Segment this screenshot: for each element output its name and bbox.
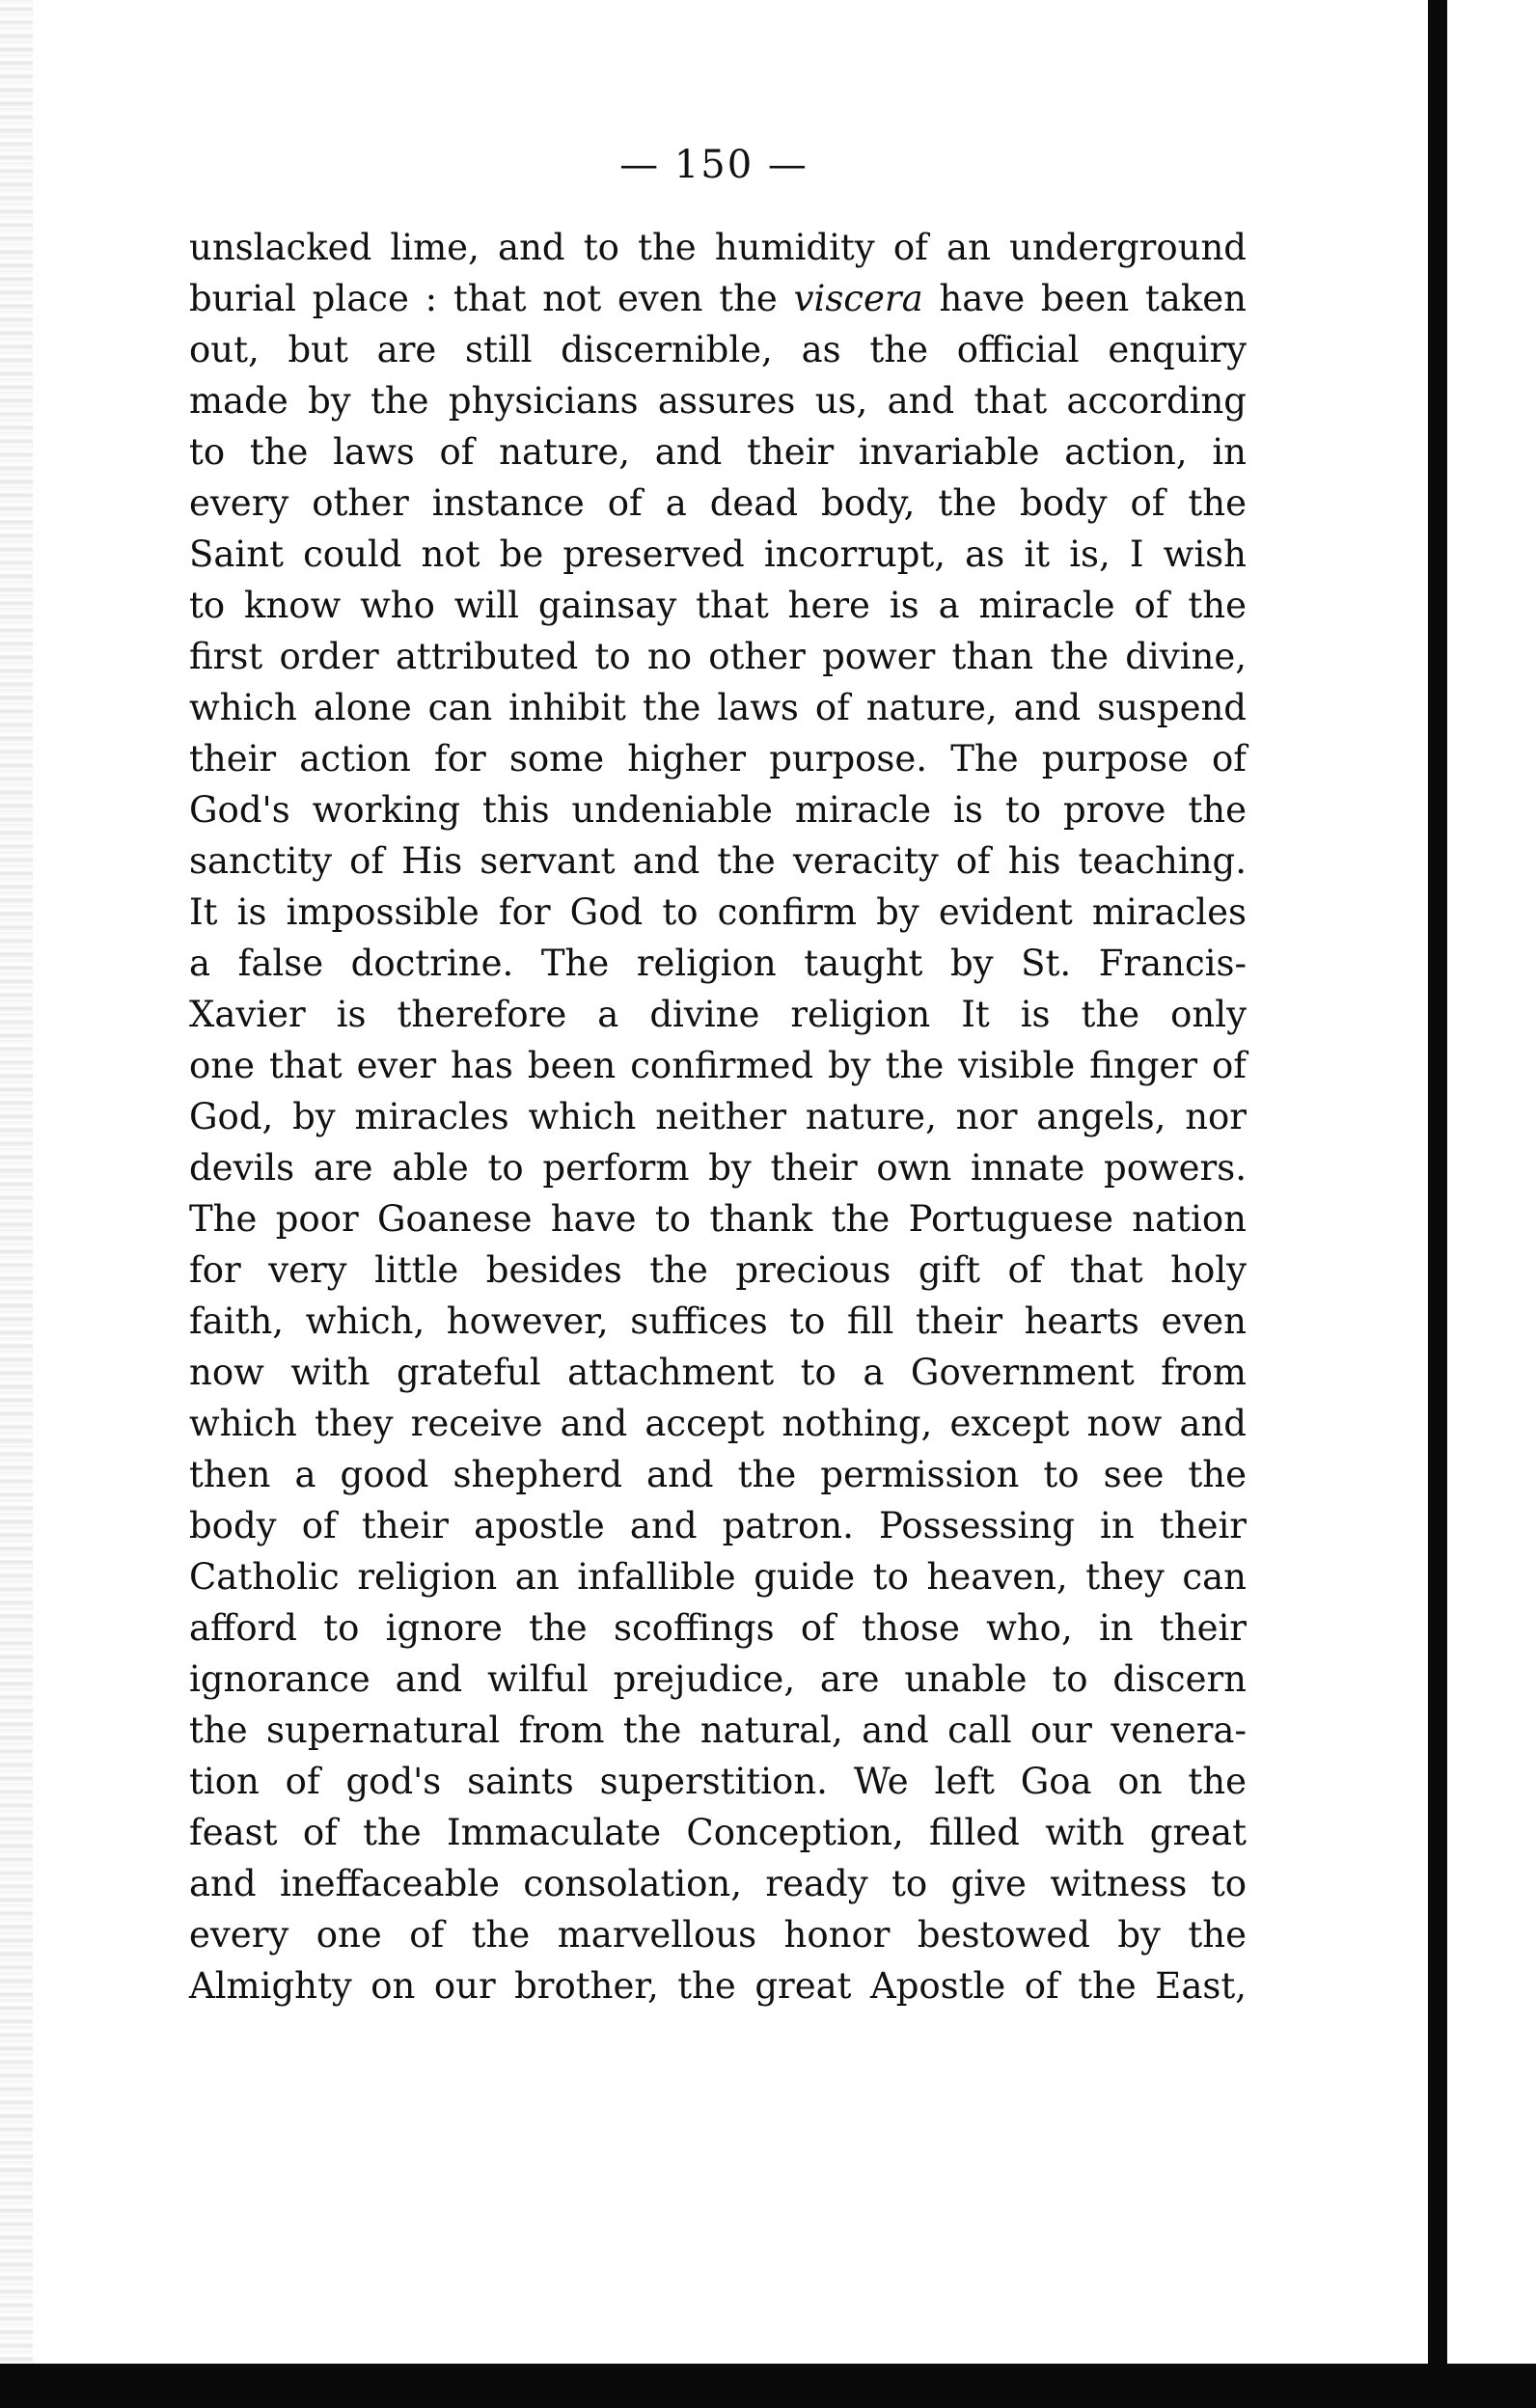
text-line-17: one that ever has been confirmed by the visible finger of — [189, 1045, 1247, 1086]
text-line-10: which alone can inhibit the laws of nature, and suspend — [189, 687, 1247, 728]
text-line-11: their action for some higher purpose. The purpose of — [189, 738, 1247, 780]
right-margin — [1447, 0, 1536, 2408]
text-line-27: Catholic religion an infallible guide to heaven, they can — [189, 1556, 1247, 1598]
text-line-34: every one of the marvellous honor bestowed by the — [189, 1914, 1247, 1956]
text-line-2 — [189, 273, 1247, 324]
left-binding-edge — [0, 0, 33, 2408]
text-line-1: unslacked lime, and to the humidity of an underground — [189, 227, 1247, 268]
text-line-4: made by the physicians assures us, and that according — [189, 380, 1247, 422]
text-line-7: Saint could not be preserved incorrupt, as it is, I wish — [189, 534, 1247, 575]
body-text — [189, 222, 1247, 2011]
text-line-20: The poor Goanese have to thank the Portuguese nation — [189, 1198, 1247, 1240]
text-line-29: ignorance and wilful prejudice, are unable to discern — [189, 1658, 1247, 1700]
text-line-28: afford to ignore the scoffings of those who, in their — [189, 1607, 1247, 1649]
text-line-35: Almighty on our brother, the great Apostle of the East, — [189, 1965, 1247, 2007]
right-page-shadow — [1428, 0, 1447, 2408]
text-line-30: the supernatural from the natural, and call our venera- — [189, 1710, 1247, 1751]
text-line-15: a false doctrine. The religion taught by St. Francis- — [189, 943, 1247, 984]
text-line-8: to know who will gainsay that here is a miracle of the — [189, 585, 1247, 626]
text-line-25: then a good shepherd and the permission to see the — [189, 1454, 1247, 1495]
text-line-2-tail: have been taken — [939, 278, 1248, 319]
text-line-9: first order attributed to no other power than the divine, — [189, 636, 1247, 677]
page-number: — 150 — — [619, 143, 809, 187]
text-line-14: It is impossible for God to confirm by evident miracles — [189, 891, 1247, 933]
text-line-32: feast of the Immaculate Conception, filled with great — [189, 1812, 1247, 1853]
text-line-18: God, by miracles which neither nature, nor angels, nor — [189, 1096, 1247, 1137]
bottom-scan-border — [0, 2364, 1536, 2408]
text-line-19: devils are able to perform by their own innate powers. — [189, 1147, 1247, 1189]
text-line-22: faith, which, however, suffices to fill their hearts even — [189, 1300, 1247, 1342]
text-line-5: to the laws of nature, and their invariable action, in — [189, 431, 1247, 473]
text-line-31: tion of god's saints superstition. We left Goa on the — [189, 1761, 1247, 1802]
italic-word: viscera — [793, 278, 923, 319]
text-line-3: out, but are still discernible, as the official enquiry — [189, 329, 1247, 370]
text-line-24: which they receive and accept nothing, except now and — [189, 1403, 1247, 1444]
text-line-33: and ineffaceable consolation, ready to give witness to — [189, 1863, 1247, 1904]
text-line-6: every other instance of a dead body, the body of the — [189, 482, 1247, 524]
text-line-21: for very little besides the precious gift of that holy — [189, 1249, 1247, 1291]
text-line-26: body of their apostle and patron. Possessing in their — [189, 1505, 1247, 1546]
text-line-12: God's working this undeniable miracle is to prove the — [189, 789, 1247, 831]
text-line-13: sanctity of His servant and the veracity of his teaching. — [189, 840, 1247, 882]
text-line-16: Xavier is therefore a divine religion It is the only — [189, 994, 1247, 1035]
text-line-2-head: burial place : that not even the — [189, 278, 778, 319]
text-line-23: now with grateful attachment to a Government from — [189, 1352, 1247, 1393]
